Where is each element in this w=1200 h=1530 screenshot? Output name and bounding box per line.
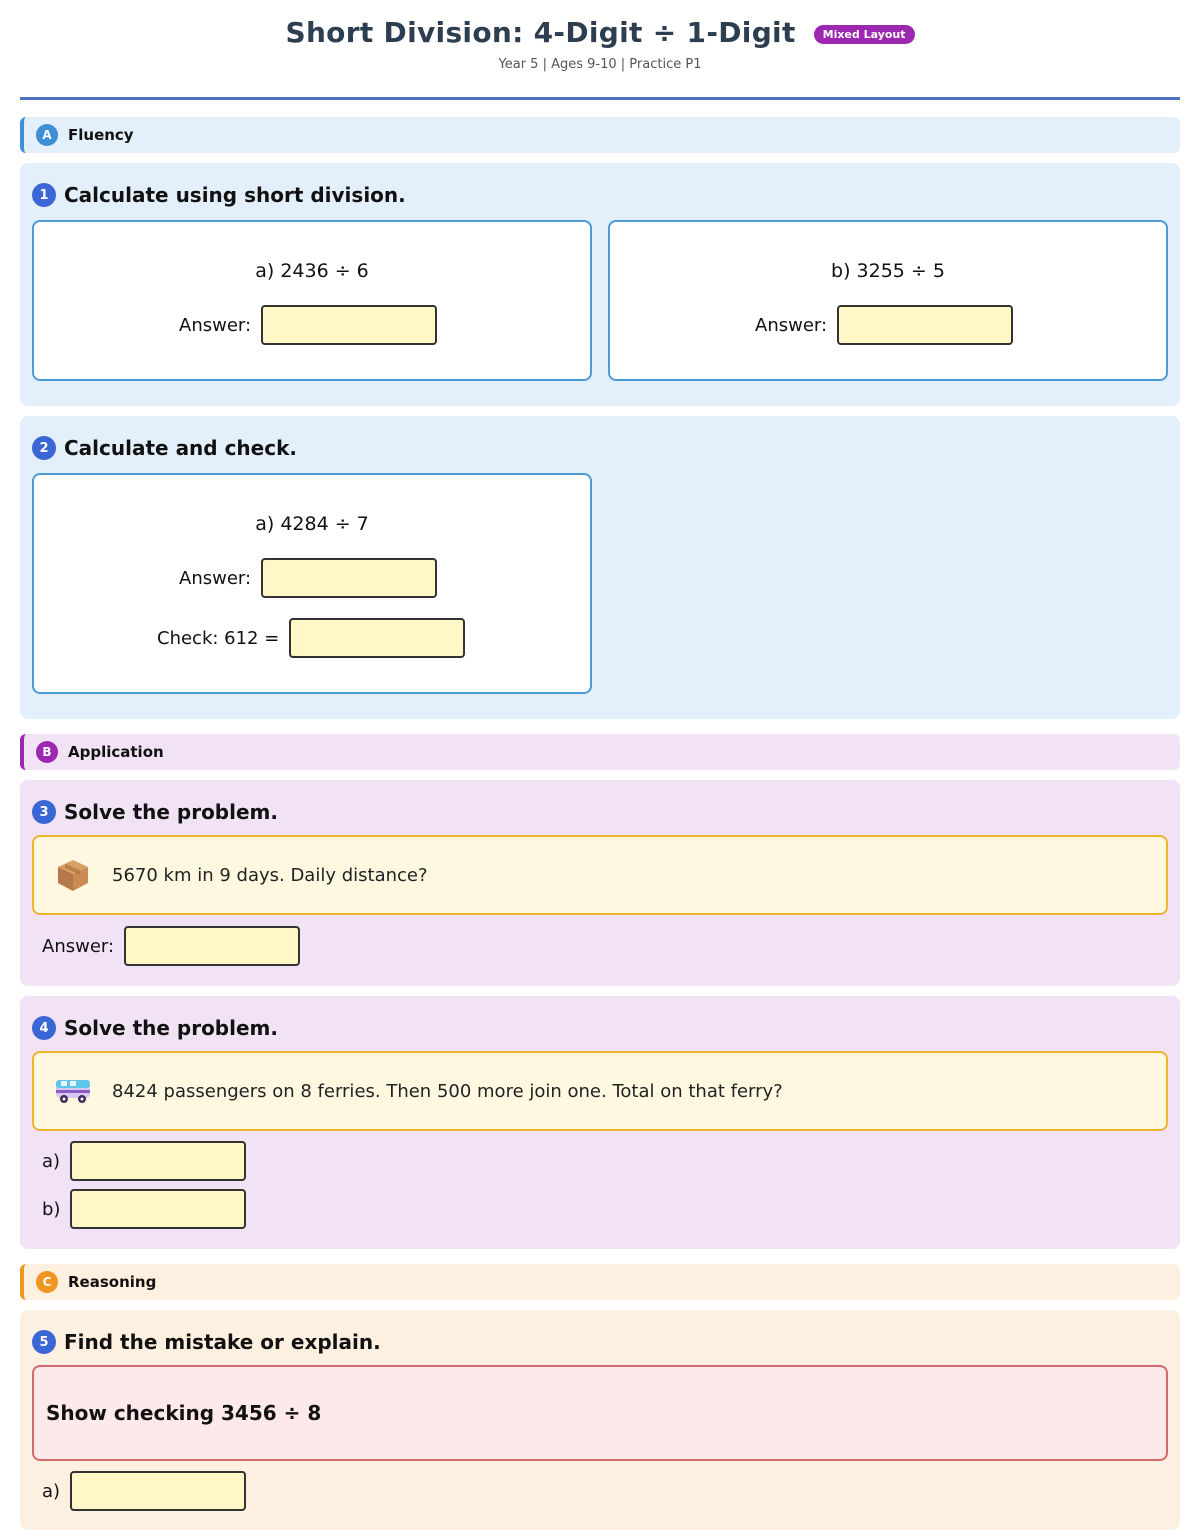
answer-input-1b[interactable] <box>837 305 1013 345</box>
section-label: Reasoning <box>68 1273 157 1291</box>
section-letter-a-icon: A <box>36 124 58 146</box>
answer-input-4a[interactable] <box>70 1141 246 1181</box>
section-letter-b-icon: B <box>36 741 58 763</box>
package-icon <box>54 856 92 894</box>
story-text: 8424 passengers on 8 ferries. Then 500 more join one. Total on that ferry? <box>112 1080 783 1102</box>
page-title: Short Division: 4-Digit ÷ 1-Digit <box>285 16 796 49</box>
story-box <box>32 1051 1168 1131</box>
question-number-icon: 3 <box>32 800 56 824</box>
section-label: Fluency <box>68 126 134 144</box>
answer-input-2a[interactable] <box>261 558 437 598</box>
part-label: a) <box>42 1150 61 1172</box>
problem-text: b) 3255 ÷ 5 <box>831 260 945 282</box>
answer-label: Answer: <box>179 314 252 336</box>
minibus-icon <box>54 1072 92 1110</box>
answer-input-5a[interactable] <box>70 1471 246 1511</box>
question-number-icon: 2 <box>32 436 56 460</box>
check-label: Check: 612 = <box>157 627 280 649</box>
question-number-icon: 4 <box>32 1016 56 1040</box>
page-subtitle: Year 5 | Ages 9-10 | Practice P1 <box>498 57 702 72</box>
layout-badge: Mixed Layout <box>814 25 915 44</box>
worksheet-header <box>20 0 1180 100</box>
answer-label: Answer: <box>42 935 115 957</box>
section-letter-c-icon: C <box>36 1271 58 1293</box>
question-5-card <box>20 1310 1180 1530</box>
check-input-2a[interactable] <box>289 618 465 658</box>
section-header-fluency <box>20 117 1180 153</box>
section-label: Application <box>68 743 164 761</box>
answer-label: Answer: <box>755 314 828 336</box>
part-label: a) <box>42 1480 61 1502</box>
question-1a-box <box>32 220 592 381</box>
question-title: Solve the problem. <box>64 800 278 824</box>
question-4-card <box>20 996 1180 1249</box>
question-3-card <box>20 780 1180 986</box>
question-title: Solve the problem. <box>64 1016 278 1040</box>
question-1b-box <box>608 220 1168 381</box>
question-number-icon: 5 <box>32 1330 56 1354</box>
question-title: Calculate using short division. <box>64 183 406 207</box>
problem-text: a) 2436 ÷ 6 <box>255 260 369 282</box>
question-title: Find the mistake or explain. <box>64 1330 381 1354</box>
reasoning-prompt-box <box>32 1365 1168 1461</box>
story-box <box>32 835 1168 915</box>
answer-label: Answer: <box>179 567 252 589</box>
question-1-card <box>20 163 1180 406</box>
question-title: Calculate and check. <box>64 436 297 460</box>
part-label: b) <box>42 1198 61 1220</box>
question-2a-box <box>32 473 592 694</box>
section-header-reasoning <box>20 1264 1180 1300</box>
answer-input-1a[interactable] <box>261 305 437 345</box>
question-number-icon: 1 <box>32 183 56 207</box>
answer-input-3[interactable] <box>124 926 300 966</box>
story-text: 5670 km in 9 days. Daily distance? <box>112 864 428 886</box>
question-2-card <box>20 416 1180 719</box>
section-header-application <box>20 734 1180 770</box>
answer-input-4b[interactable] <box>70 1189 246 1229</box>
reasoning-prompt: Show checking 3456 ÷ 8 <box>46 1401 322 1425</box>
problem-text: a) 4284 ÷ 7 <box>255 513 369 535</box>
